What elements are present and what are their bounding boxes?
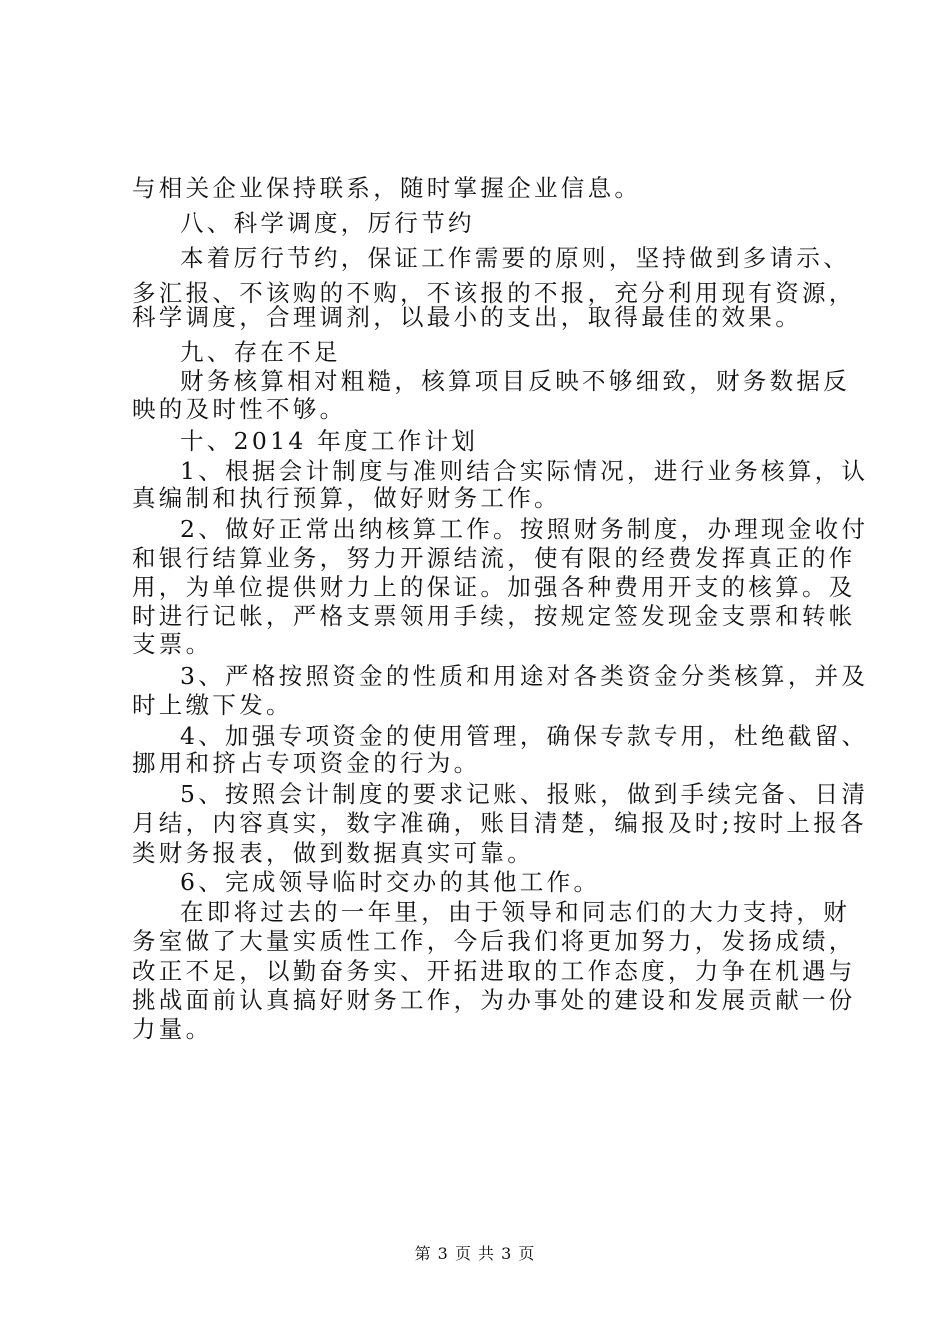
body-text-line: 月结，内容真实，数字准确，账目清楚，编报及时;按时上报各 (132, 809, 867, 837)
body-text-line: 力量。 (132, 1015, 213, 1043)
body-text-line: 务室做了大量实质性工作，今后我们将更加努力，发扬成绩， (132, 927, 856, 955)
body-text-line: 支票。 (132, 630, 213, 658)
body-text-line: 科学调度，合理调剂，以最小的支出，取得最佳的效果。 (132, 303, 802, 331)
section-heading-10: 十、2014 年度工作计划 (180, 427, 479, 455)
body-text-line: 挑战面前认真搞好财务工作，为办事处的建设和发展贡献一份 (132, 986, 856, 1014)
plan-item-5: 5、按照会计制度的要求记账、报账，做到手续完备、日清 (180, 780, 869, 808)
body-text-line: 和银行结算业务，努力开源结流，使有限的经费发挥真正的作 (132, 544, 856, 572)
page-number-footer: 第 3 页 共 3 页 (414, 1244, 536, 1263)
body-text-line: 用，为单位提供财力上的保证。加强各种费用开支的核算。及 (132, 573, 856, 601)
body-text-line: 财务核算相对粗糙，核算项目反映不够细致，财务数据反 (180, 367, 850, 395)
body-text-line: 时上缴下发。 (132, 691, 293, 719)
plan-item-3: 3、严格按照资金的性质和用途对各类资金分类核算，并及 (180, 662, 869, 690)
conclusion-text-line: 在即将过去的一年里，由于领导和同志们的大力支持，财 (180, 898, 850, 926)
section-heading-9: 九、存在不足 (180, 338, 341, 366)
body-text-line: 真编制和执行预算，做好财务工作。 (132, 484, 561, 512)
body-text-line: 时进行记帐，严格支票领用手续，按规定签发现金支票和转帐 (132, 602, 856, 630)
body-text-line: 改正不足，以勤奋务实、开拓进取的工作态度，力争在机遇与 (132, 957, 856, 985)
body-text-line: 类财务报表，做到数据真实可靠。 (132, 839, 534, 867)
plan-item-4: 4、加强专项资金的使用管理，确保专款专用，杜绝截留、 (180, 722, 869, 750)
body-text-line: 多汇报、不该购的不购，不该报的不报，充分利用现有资源， (132, 279, 856, 307)
body-text-line: 本着厉行节约，保证工作需要的原则，坚持做到多请示、 (180, 244, 850, 272)
body-text-line: 映的及时性不够。 (132, 395, 347, 423)
body-text-line: 与相关企业保持联系，随时掌握企业信息。 (132, 174, 642, 202)
plan-item-6: 6、完成领导临时交办的其他工作。 (180, 868, 601, 896)
plan-item-1: 1、根据会计制度与准则结合实际情况，进行业务核算，认 (180, 457, 869, 485)
body-text-line: 挪用和挤占专项资金的行为。 (132, 749, 481, 777)
section-heading-8: 八、科学调度，厉行节约 (180, 209, 475, 237)
plan-item-2: 2、做好正常出纳核算工作。按照财务制度，办理现金收付 (180, 515, 869, 543)
